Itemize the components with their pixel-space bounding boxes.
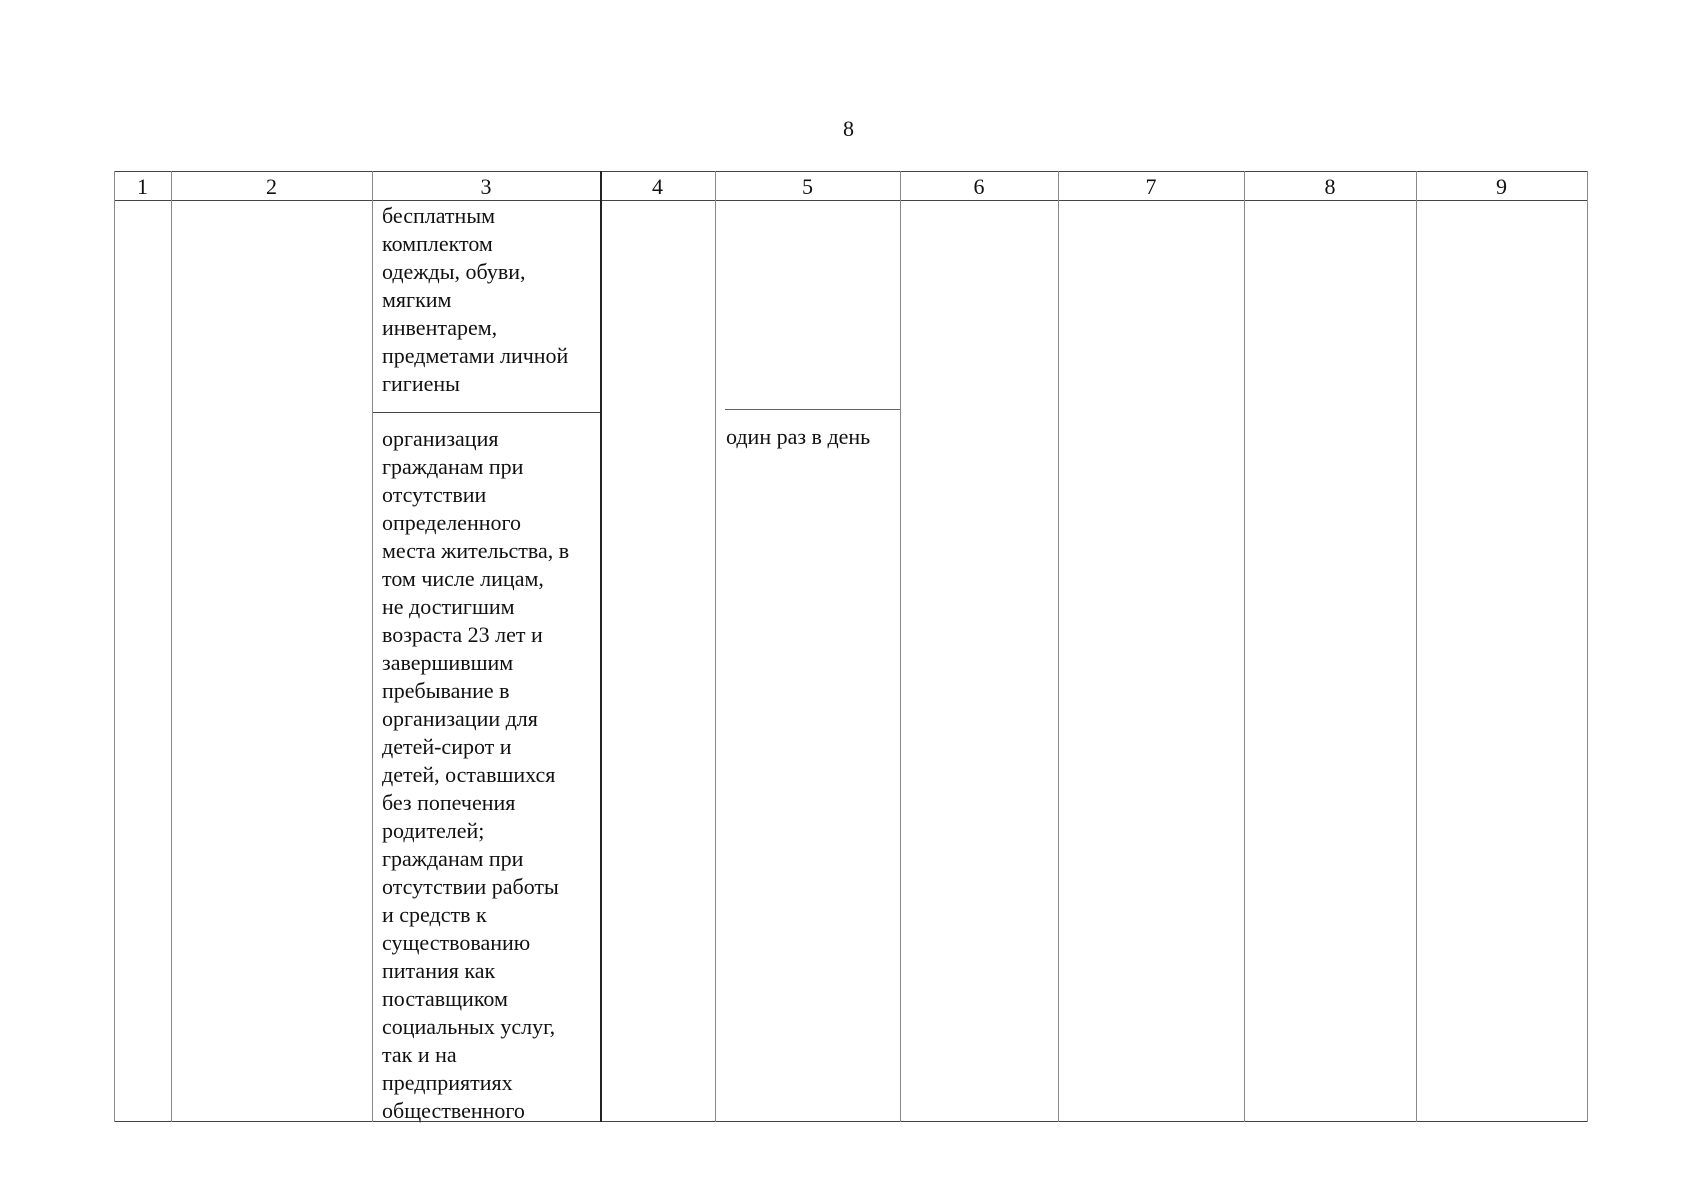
col-border-7 (1244, 171, 1245, 1122)
column-header-7: 7 (1145, 174, 1157, 199)
col-border-5 (900, 171, 901, 1122)
col3-block-separator (372, 412, 601, 413)
col3-text-block-2: организация гражданам при отсутствии определенного места жительства, в том числе лицам, не достигшим возраста 23 лет и завершившим пребывание в организации для детей-сирот и детей, оставшихся без попечения родителей; гражданам при отсутствии работы и средств к существованию питания как поставщиком социальных услуг, так и на предприятиях общественного (382, 426, 570, 1123)
col5-block-separator (725, 409, 901, 410)
col-border-0 (114, 171, 115, 1122)
column-header-2: 2 (266, 174, 277, 199)
column-header-6: 6 (973, 174, 985, 199)
column-header-9: 9 (1496, 174, 1507, 199)
column-header-5: 5 (802, 174, 813, 199)
column-header-3: 3 (480, 174, 492, 199)
column-header-1: 1 (137, 174, 148, 199)
page-number: 8 (843, 116, 854, 141)
col-border-1 (171, 171, 172, 1122)
col-border-6 (1058, 171, 1059, 1122)
col-border-4 (715, 171, 716, 1122)
col3-text-block-1: бесплатным комплектом одежды, обуви, мягким инвентарем, предметами личной гигиены (382, 203, 569, 396)
col5-text-block-2: один раз в день (726, 424, 871, 449)
column-header-8: 8 (1324, 174, 1336, 199)
col-border-9 (1587, 171, 1588, 1122)
col-border-8 (1416, 171, 1417, 1122)
column-header-4: 4 (652, 174, 663, 199)
col-border-3 (600, 171, 602, 1122)
table-bottom-border (114, 1121, 1587, 1122)
col-border-2 (372, 171, 373, 1122)
